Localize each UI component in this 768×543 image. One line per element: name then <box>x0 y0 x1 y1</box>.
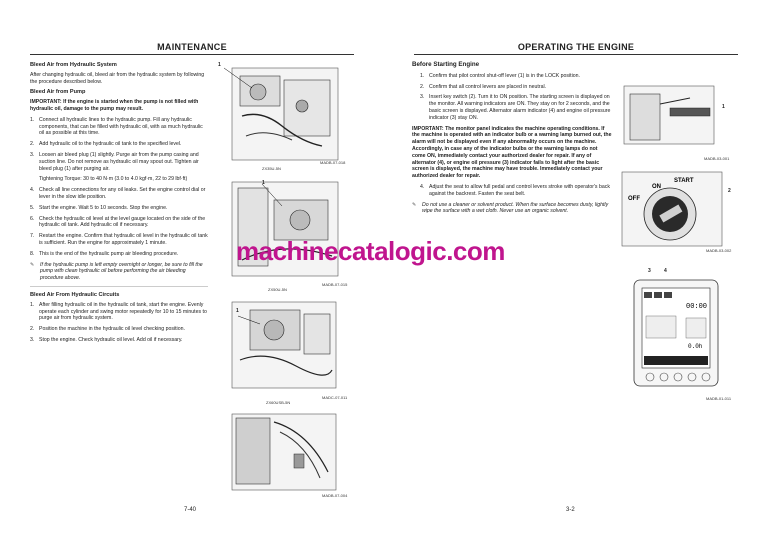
figure-pump-zx60usb <box>226 300 340 392</box>
list-item: 3. Loosen air bleed plug (1) slightly. Purge air from the pump casing and suction line. Do not remove as hydraulic oil may spout out. Tighten air bleed plug (1) after purging air. <box>30 151 199 172</box>
figure-code: MADB-03-001 <box>704 156 730 161</box>
figure-oil-tank <box>228 412 340 492</box>
list-item: 6. Check the hydraulic oil level at the level gauge located on the side of the hydraulic oil tank. Add hydraulic oil if necessary. <box>30 215 206 229</box>
watermark-text: machinecatalogic.com <box>236 236 505 266</box>
figure-key-switch <box>620 170 724 248</box>
section-title: OPERATING THE ENGINE <box>517 42 635 52</box>
figure-code: MADB-01-011 <box>706 396 732 401</box>
important-text: If the engine is started when the pump is not filled with hydraulic oil, damage to the pump may result. <box>30 99 199 112</box>
heading-before-starting: Before Starting Engine <box>412 61 480 68</box>
callout-number: 1 <box>262 180 265 186</box>
key-start-label: START <box>674 178 694 184</box>
list-item: 1. Confirm that pilot control shut-off lever (1) is in the LOCK position. <box>420 72 580 79</box>
note: ✎ Do not use a cleaner or solvent product. When the surface becomes dusty, lightly wipe the surface with a wet cloth. Never use an organic solvent. <box>412 201 609 215</box>
heading-bleed-circuits: Bleed Air From Hydraulic Circuits <box>30 291 120 298</box>
callout-number: 2 <box>728 188 731 194</box>
list-item: 3. Insert key switch (2). Turn it to ON position. The starting screen is displayed on the monitor. All warning indicators are ON. They stay on for 2 seconds, and the basic screen is displayed. Alternator alarm indicator (4) and engine oil pressure indicator (3) stay ON. <box>420 94 611 121</box>
list-item: 2. Position the machine in the hydraulic oil level checking position. <box>30 326 185 333</box>
figure-model-caption: ZX35U-5N <box>262 166 281 171</box>
intro-paragraph: After changing hydraulic oil, bleed air from the hydraulic system by following the procedure described below. <box>30 71 205 85</box>
list-item: 2. Confirm that all control levers are placed in neutral. <box>420 83 547 90</box>
important-label: IMPORTANT: <box>30 99 62 106</box>
figure-code: MADB-07-018 <box>320 160 346 165</box>
monitor-hours: 0.0h <box>688 343 703 350</box>
heading-bleed-air: Bleed Air from Hydraulic System <box>30 62 117 68</box>
section-divider <box>30 54 354 55</box>
monitor-clock: 00:00 <box>686 303 708 311</box>
divider <box>30 286 208 287</box>
figure-code: MADC-07-011 <box>322 395 348 400</box>
callout-number: 1 <box>722 104 725 110</box>
list-item: 1. Connect all hydraulic lines to the hydraulic pump. Fill any hydraulic components, that can be filled with hydraulic oil, with as much hydraulic oil as possible at this time. <box>30 116 203 137</box>
list-item: 3. Stop the engine. Check hydraulic oil level. Add oil if necessary. <box>30 336 183 343</box>
section-divider <box>414 54 738 55</box>
right-body-text <box>412 62 612 219</box>
list-item: 7. Restart the engine. Confirm that hydraulic oil level in the hydraulic oil tank is sufficient. Run the engine for approximately 1 minute. <box>30 233 208 246</box>
list-item: 2. Add hydraulic oil to the hydraulic oil tank to the specified level. <box>30 141 182 148</box>
important-notice <box>30 99 208 113</box>
key-off-label: OFF <box>628 196 640 202</box>
list-item: 4. Check all line connections for any oil leaks. Set the engine control dial or lever in the slow idle position. <box>30 187 206 200</box>
torque-spec: Tightening Torque: 30 to 40 N·m (3.0 to 4.0 kgf·m, 22 to 29 lbf·ft) <box>39 176 188 183</box>
list-item: 5. Start the engine. Wait 5 to 10 seconds. Stop the engine. <box>30 204 168 211</box>
figure-code: MADB-07-004 <box>322 493 348 498</box>
list-item: 4. Adjust the seat to allow full pedal and control levers stroke with operator's back against the backrest. Fasten the seat belt. <box>420 183 610 197</box>
figure-code: MADB-07-015 <box>322 282 348 287</box>
list-item: 8. This is the end of the hydraulic pump air bleeding procedure. <box>30 250 179 257</box>
page-number: 3-2 <box>566 507 575 513</box>
section-title: MAINTENANCE <box>157 42 227 52</box>
right-page <box>384 0 768 543</box>
important-text: The monitor panel indicates the machine operating conditions. If the machine is operated with an indicator bulb or a warning lamp burned out, the alarm will not be displayed even if any abnormality occurs on the machine. Accordingly, in case any of the indicator bulbs or the warning lamps do not come ON, immediately contact your authorized dealer for repair. If any of alternator (4), or engine oil pressure (3) indicator fails to light after the basic screen is displayed, the machine may have trouble. Immediately contact your authorized dealer for repair. <box>412 125 612 180</box>
figure-pump-zx35u <box>222 66 342 164</box>
figure-model-caption: ZX60USB-5N <box>266 400 291 405</box>
important-label: IMPORTANT: <box>412 125 444 132</box>
figure-model-caption: ZX50U-5N <box>268 287 287 292</box>
callout-number: 1 <box>236 308 239 314</box>
important-notice <box>412 126 612 180</box>
callout-number: 3 <box>648 268 651 274</box>
figure-monitor-panel <box>632 278 720 390</box>
callout-number: 1 <box>218 62 221 68</box>
pencil-icon: ✎ <box>412 201 417 208</box>
heading-bleed-pump: Bleed Air from Pump <box>30 89 86 96</box>
figure-pilot-lever <box>620 84 720 148</box>
left-body-text <box>30 62 208 348</box>
figure-code: MADB-03-002 <box>706 248 732 253</box>
callout-number: 4 <box>664 268 667 274</box>
list-item: 1. After filling hydraulic oil in the hydraulic oil tank, start the engine. Evenly operate each cylinder and swing motor repeatedly for 10 to 15 minutes to purge air from hydraulic system. <box>30 301 207 322</box>
page-number: 7-40 <box>184 507 197 513</box>
key-on-label: ON <box>652 184 661 190</box>
note: ✎ If the hydraulic pump is left empty overnight or longer, be sure to fill the pump with clean hydraulic oil before performing the air bleeding procedure above. <box>30 261 203 282</box>
pencil-icon: ✎ <box>30 261 35 268</box>
